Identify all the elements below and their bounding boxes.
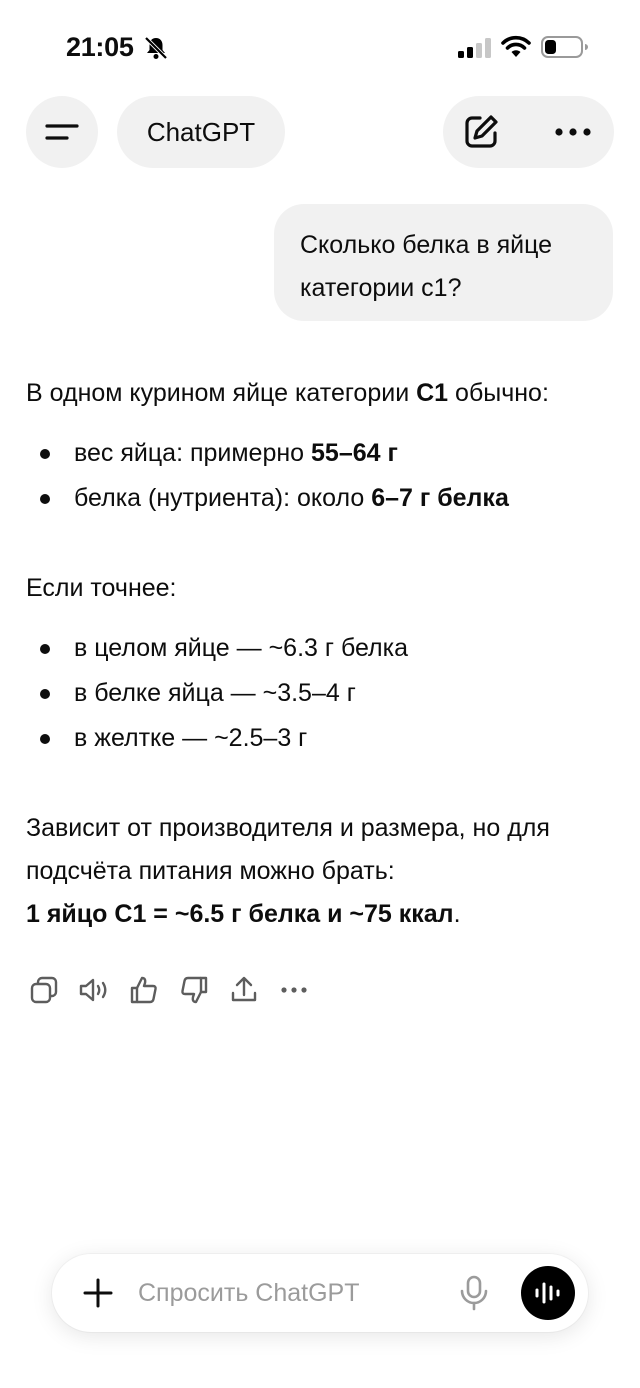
edit-icon — [461, 112, 501, 152]
waveform-icon — [534, 1281, 562, 1305]
thumbs-up-button[interactable] — [126, 972, 162, 1008]
status-bar — [0, 0, 640, 90]
copy-icon — [29, 975, 59, 1005]
intro-bold: С1 — [416, 379, 449, 407]
prompt-input[interactable]: Спросить ChatGPT — [138, 1279, 360, 1307]
list-item-bold: 55–64 г — [311, 439, 398, 467]
battery-icon — [541, 35, 589, 59]
answer-list-1 — [26, 431, 620, 521]
bell-muted-icon — [143, 35, 169, 61]
summary-end: . — [453, 900, 461, 928]
wifi-icon — [501, 35, 531, 59]
voice-mode-button[interactable] — [521, 1266, 575, 1320]
plus-icon — [80, 1275, 116, 1311]
list-item: в целом яйце — ~6.3 г белка — [26, 626, 620, 671]
menu-icon — [45, 121, 79, 143]
intro-end: обычно: — [448, 379, 549, 407]
answer-summary — [26, 807, 620, 936]
dictation-button[interactable] — [456, 1274, 492, 1312]
app-title: ChatGPT — [146, 116, 256, 147]
thumbs-up-icon — [129, 975, 159, 1005]
message-composer — [52, 1254, 588, 1332]
assistant-message — [26, 372, 620, 936]
share-icon — [229, 975, 259, 1005]
add-attachment-button[interactable] — [80, 1275, 116, 1311]
list-item-text: вес яйца: примерно — [74, 439, 312, 467]
list-item: в белке яйца — ~3.5–4 г — [26, 671, 620, 716]
sidebar-menu-button[interactable] — [26, 96, 98, 168]
thumbs-down-icon — [179, 975, 209, 1005]
cellular-signal-icon — [458, 38, 492, 58]
more-horizontal-icon — [555, 128, 591, 136]
more-precise-heading: Если точнее: — [26, 574, 177, 602]
status-time: 21:05 — [66, 32, 134, 62]
list-item-text: белка (нутриента): около — [74, 484, 372, 512]
share-button[interactable] — [226, 972, 262, 1008]
summary-text: Зависит от производителя и размера, но для подсчёта питания можно брать: — [26, 814, 550, 885]
list-item — [26, 476, 620, 521]
copy-button[interactable] — [26, 972, 62, 1008]
list-item: в желтке — ~2.5–3 г — [26, 716, 620, 761]
model-selector-button[interactable] — [117, 96, 285, 168]
more-options-button[interactable] — [549, 112, 597, 152]
list-item-bold: 6–7 г белка — [371, 484, 509, 512]
new-chat-button[interactable] — [461, 112, 501, 152]
list-item — [26, 431, 620, 476]
read-aloud-button[interactable] — [76, 972, 112, 1008]
header-actions — [443, 96, 614, 168]
more-actions-button[interactable] — [276, 972, 312, 1008]
message-actions — [26, 972, 326, 1008]
answer-intro — [26, 372, 620, 415]
summary-bold: 1 яйцо С1 = ~6.5 г белка и ~75 ккал — [26, 900, 454, 928]
user-message-bubble — [274, 204, 613, 321]
microphone-icon — [456, 1274, 492, 1312]
user-message-text: Сколько белка в яйце категории с1? — [300, 231, 553, 302]
thumbs-down-button[interactable] — [176, 972, 212, 1008]
more-horizontal-icon — [281, 987, 307, 993]
intro-text: В одном курином яйце категории — [26, 379, 417, 407]
speaker-icon — [78, 975, 110, 1005]
answer-list-2 — [26, 626, 620, 761]
